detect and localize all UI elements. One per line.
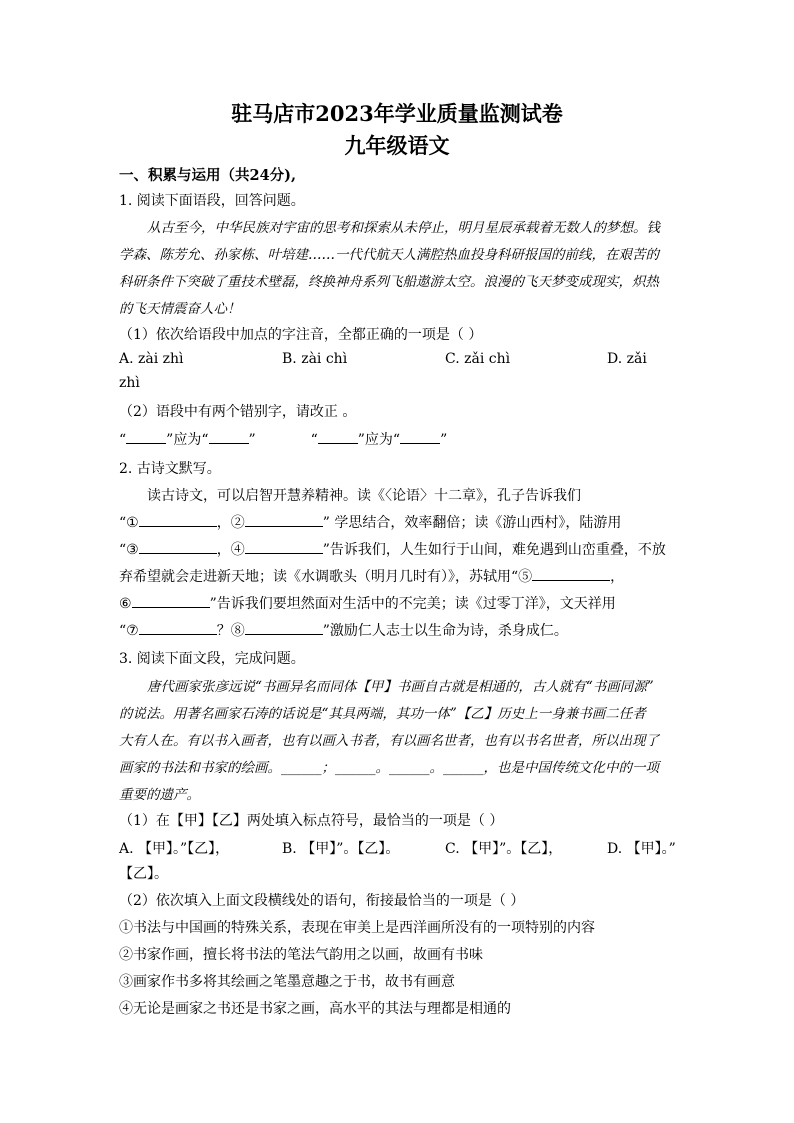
answer-blank[interactable] xyxy=(245,620,323,635)
q3-sub2: （2）依次填入上面文段横线处的语句，衔接最恰当的一项是（ ） xyxy=(119,893,525,909)
q2-line xyxy=(119,620,568,640)
q3-stem: 3. 阅读下面文段，完成问题。 xyxy=(119,651,305,667)
answer-blank[interactable] xyxy=(245,512,323,527)
answer-blank[interactable] xyxy=(132,593,210,608)
q1-sub2: （2）语段中有两个错别字，请改正 。 xyxy=(119,404,357,420)
q1-passage-line: 的飞天情震奋人心！ xyxy=(119,301,241,317)
blank-label-6: ⑥ xyxy=(119,596,132,612)
q1-passage-line: 学森、陈芳允、孙家栋、叶培建……一代代航天人满腔热血投身科研报国的前线，在艰苦的 xyxy=(119,247,659,263)
answer-blank[interactable] xyxy=(139,512,217,527)
q3-option-b[interactable]: B. 【甲】”。【乙】。 xyxy=(282,841,400,857)
q2-line xyxy=(119,539,666,559)
quote-close: ” xyxy=(248,432,256,448)
q2-stem: 2. 古诗文默写。 xyxy=(119,461,221,477)
quote-close: ” xyxy=(440,432,448,448)
q2-text: ”告诉我们要坦然面对生活中的不完美；读《过零丁洋》，文天祥用 xyxy=(209,596,616,612)
q2-text: ”激励仁人志士以生命为诗，杀身成仁。 xyxy=(322,623,568,639)
q1-sub1: （1）依次给语段中加点的字注音，全都正确的一项是（ ） xyxy=(119,327,483,343)
exam-title: 驻马店市2023年学业质量监测试卷 xyxy=(231,101,563,126)
q1-passage-line: 从古至今，中华民族对宇宙的思考和探索从未停止，明月星辰承载着无数人的梦想。钱 xyxy=(147,220,660,236)
should-be-text: ”应为“ xyxy=(166,432,209,448)
quote-open: “ xyxy=(119,432,127,448)
answer-blank[interactable] xyxy=(245,539,323,554)
section-heading: 一、积累与运用（共24分), xyxy=(119,167,297,184)
q3-item: ③画家作书多将其绘画之笔墨意趣之于书，故书有画意 xyxy=(119,974,455,990)
q3-passage-line: 画家的书法和书家的绘画。______；______。______。______，也是中国传统文化中的一项 xyxy=(119,760,659,776)
answer-blank[interactable] xyxy=(139,539,217,554)
q2-text: ”告诉我们，人生如行于山间，难免遇到山峦重叠，不放 xyxy=(322,542,666,558)
answer-blank[interactable] xyxy=(400,429,440,444)
q3-passage-line: 唐代画家张彦远说“书画异名而同体【甲】书画自古就是相通的，古人就有“书画同源” xyxy=(147,679,654,695)
q1-correction-row xyxy=(119,429,447,449)
q2-line xyxy=(119,593,616,613)
answer-blank[interactable] xyxy=(209,429,249,444)
q1-passage-line: 科研条件下突破了重技术壁磊，终换神舟系列飞船遨游太空。浪漫的飞天梦变成现实，炽热 xyxy=(119,274,659,290)
q3-item: ②书家作画，擅长将书法的笔法气韵用之以画，故画有书味 xyxy=(119,947,483,963)
blank-label-3: “③ xyxy=(119,542,139,558)
q3-passage-line: 重要的遗产。 xyxy=(119,787,200,803)
blank-label-2: ，② xyxy=(216,515,245,531)
q3-option-a[interactable]: A. 【甲】。”【乙】， xyxy=(119,841,230,857)
q1-option-d-wrap: zhì xyxy=(119,375,140,391)
blank-label-1: “① xyxy=(119,515,139,531)
q2-line: 读古诗文，可以启智开慧养精神。读《〈论语〉十二章》，孔子告诉我们 xyxy=(147,488,581,504)
answer-blank[interactable] xyxy=(126,429,166,444)
q2-line xyxy=(119,512,621,532)
should-be-text: ”应为“ xyxy=(357,432,401,448)
quote-open: “ xyxy=(310,432,318,448)
answer-blank[interactable] xyxy=(532,566,610,581)
q2-text: ， xyxy=(610,569,625,585)
q1-stem: 1. 阅读下面语段，回答问题。 xyxy=(119,193,305,209)
q2-line xyxy=(119,566,624,586)
q1-option-d[interactable]: D. zǎi xyxy=(607,351,647,367)
answer-blank[interactable] xyxy=(318,429,358,444)
exam-subtitle: 九年级语文 xyxy=(344,133,450,158)
q3-passage-line: 的说法。用著名画家石涛的话说是“其具两端，其功一体”【乙】历史上一身兼书画二任者 xyxy=(119,706,646,722)
q3-passage-line: 大有人在。有以书入画者，也有以画入书者，有以画名世者，也有以书名世者，所以出现了 xyxy=(119,733,659,749)
q3-sub1: （1）在【甲】【乙】两处填入标点符号，最恰当的一项是（ ） xyxy=(119,813,504,829)
q3-item: ④无论是画家之书还是书家之画，高水平的其法与理都是相通的 xyxy=(119,1001,511,1017)
q2-text: ” 学思结合，效率翻倍；读《游山西村》，陆游用 xyxy=(322,515,622,531)
blank-label-8: ？⑧ xyxy=(216,623,245,639)
blank-label-4: ，④ xyxy=(216,542,245,558)
q2-text: 弃希望就会走进新天地；读《水调歌头（明月几时有）》，苏轼用“⑤ xyxy=(119,569,533,585)
blank-label-7: “⑦ xyxy=(119,623,139,639)
q3-option-c[interactable]: C. 【甲】”。【乙】， xyxy=(445,841,563,857)
q1-option-b[interactable]: B. zài chì xyxy=(282,351,348,367)
q3-option-d-wrap: 【乙】。 xyxy=(119,866,168,882)
q3-item: ①书法与中国画的特殊关系，表现在审美上是西洋画所没有的一项特别的内容 xyxy=(119,920,595,936)
q1-option-a[interactable]: A. zài zhì xyxy=(119,351,184,367)
q3-option-d[interactable]: D. 【甲】。” xyxy=(607,841,676,857)
q1-option-c[interactable]: C. zǎi chì xyxy=(445,351,511,367)
answer-blank[interactable] xyxy=(139,620,217,635)
